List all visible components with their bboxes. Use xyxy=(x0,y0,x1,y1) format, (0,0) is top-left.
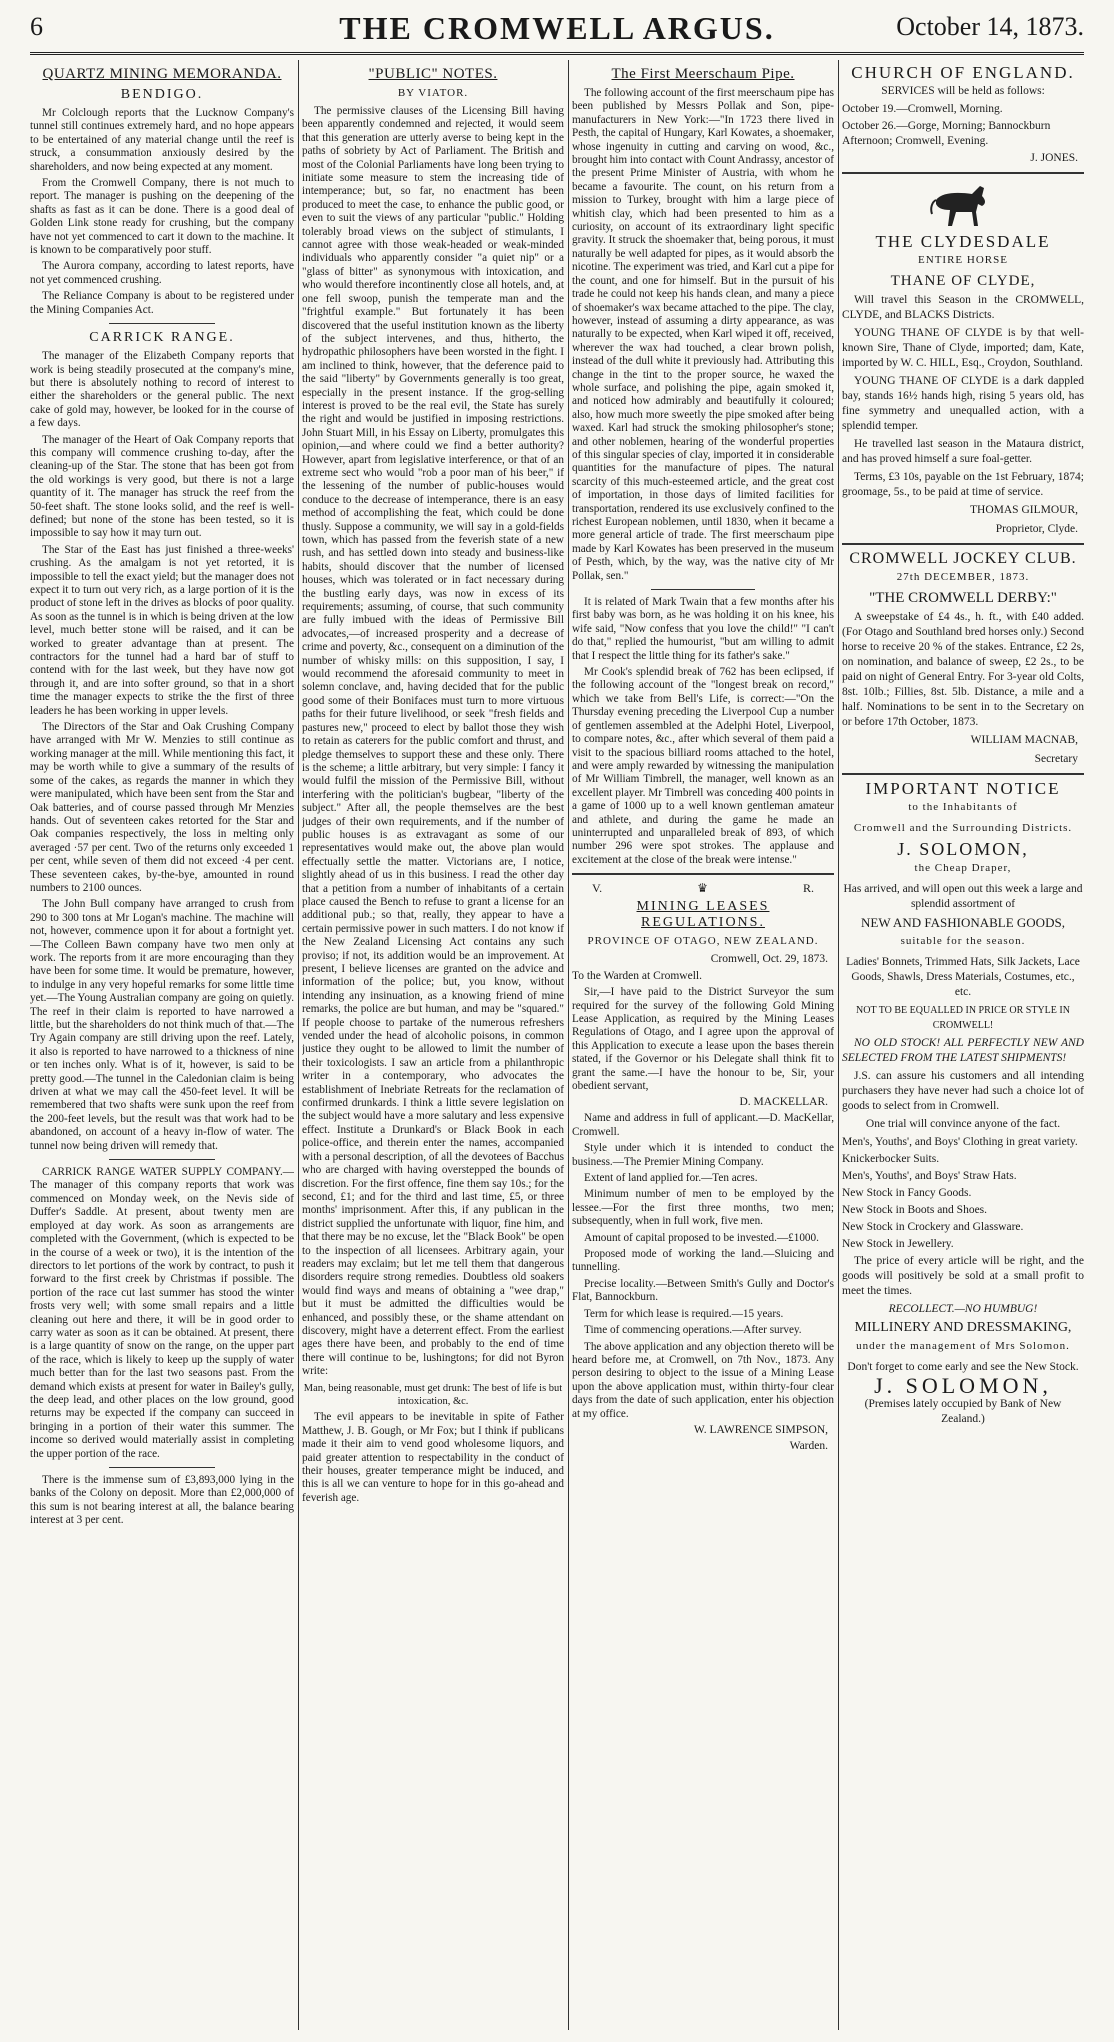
column-2 xyxy=(302,62,564,2028)
lease-item: Time of commencing operations.—After survey. xyxy=(584,1324,802,1337)
article-paragraph: The permissive clauses of the Licensing Bill having been apparently condemned and rejected, it would seem that this generation are utterly averse to being kept in the paths of sobriety by Act of Parliament. The British and most of the Colonial Parliaments have long been trying to initiate some measure to stem the increasing tide of intemperance; but, so far, no enactment has been produced to meet the case, to enhance the public good, or even to suit the views of any particular "public." Holding tolerably broad views on the subject of stimulants, I cannot agree with those weak-headed or weak-minded individuals who apparently consider "a quiet nip" or a "glass of bitter" as synonymous with intoxication, and who would therefore incontinently close all hotels, and, at one fell swoop, punish the temperate man and the "frightful example." But fortunately it has been discovered that the useful institution known as the liberty of the subject intervenes, and thus, hitherto, the hydropathic philosophers have been worsted in the fight. I am inclined to think, however, that the deference paid to the said "liberty" by Governments generally is too great, especially in the present instance. If the grog-selling interest is proved to be the real evil, the State has surely the right and would be justified in imposing restrictions. John Stuart Mill, in his Essay on Liberty, promulgates this opinion,—and where could we find a better authority? However, apart from legislative interference, or that of an extreme sect who would "rob a poor man of his beer," if the lessening of the number of public-houses would conduce to the decrease of intemperance, there is an easy method of accomplishing the feat, which could be done thusly. Suppose a community, we will say in a gold-fields town, which has passed from the feverish state of a new rush, and has settled down into steady and business-like habits, should discover that the number of licensed houses, which was tolerated or in fact necessary during the bustling early days, was now in excess of its requirements; assuming, of course, that such community are fully imbued with the ideas of Permissive Bill advocates,—of increased prosperity and a decrease of crime and poverty, &c., consequent on a diminution of the number of whisky mills: on this supposition, I say, I would recommend the aforesaid community to meet in solemn conclave, and, having decided that for the public good some of their Bonifaces must turn to more virtuous paths for their future livelihood, or seek "fresh fields and pastures new," proceed to elect by ballot those they wish to retain as caterers for the public comfort and thrust, and pledge themselves to support these and these only. There is the scheme; a little arbitrary, but very simple: I fancy it would fulfil the mission of the Permissive Bill, without interfering with the politician's bugbear, "liberty of the subject." After all, the people themselves are the best judges of their own requirements, and if the number of public houses is as extravagant as some of our representatives would make out, the above plan would effectually settle the matter. Victorians are, I notice, slightly ahead of us in this business. I read the other day that a petition from a number of inhabitants of a certain place caused the Bench to refuse to grant a license for an additional pub.; so that, really, they appear to have a certain permissive power in such matters. I do not know if the New Zealand Licensing Act contains any such proviso; if not, its addition would be an improvement. At present, I believe licenses are granted on the advice and information of the police; but, you know, without intending any insinuation, as a knowing friend of mine remarks, the police are but human, and may be "squared." If people choose to partake of the numerous refreshers vended under the head of alcoholic poisons, in common justice they ought to be allowed to limit the number of their toxicologists. I saw an article from a philanthropic writer in a contemporary, who advocates the establishment of Inebriate Retreats for the reclamation of confirmed drunkards. I think a little severe legislation on the subject would have a more salutary and less expensive effect. Institute a Drunkard's or Black Book in each police-office, and therein enter the names, accompanied with a personal description, of all the devotees of Bacchus who are charged with having overstepped the bounds of discretion. For the first offence, fine them say 10s.; for the second, £1; and for the third and last time, £5, or three months' imprisonment. After this, if any publican in the district supplied the unfortunate with liquor, fine him, and that there may be no excuse, let the "Black Book" be open to the inspection of all licensees. Arbitrary again, your readers may exclaim; but let me tell them that dangerous disorders require strong remedies. Doubtless old soakers would find ways and means of obtaining a "wee drap," but it must be admitted the difficulties would be enhanced, and possibly these, or the shame attendant on discovery, might have a deterrent effect. From the earliest ages there have been, and probably to the end of time there will continue to be, lushingtons; for did not Byron write: xyxy=(302,105,564,1378)
clothing-item: Men's, Youths', and Boys' Straw Hats. xyxy=(842,1170,1017,1182)
article-paragraph: The manager of the Heart of Oak Company reports that this company will commence crushing to-day, after the cleaning-up of the Star. The stone that has been got from the old workings is very good, but there is not a large quantity of it. The manager has struck the reef from the 50-feet shaft. The stone looks solid, and the reef is well-defined; but none of the stone has been tested, so it is impossible to say how it may turn out. xyxy=(30,433,294,540)
clothing-item: New Stock in Jewellery. xyxy=(842,1238,954,1250)
clothing-item: Men's, Youths', and Boys' Clothing in great variety. xyxy=(842,1136,1078,1148)
masthead xyxy=(30,8,1084,48)
church-signature: J. JONES. xyxy=(1030,152,1078,164)
jockey-signature: WILLIAM MACNAB, xyxy=(970,734,1078,746)
column-rule xyxy=(838,60,839,2030)
section-rule xyxy=(842,773,1084,775)
new-goods-line: NEW AND FASHIONABLE GOODS, xyxy=(861,915,1065,930)
column-3 xyxy=(572,62,834,2028)
one-trial-line: One trial will convince anyone of the fact. xyxy=(865,1118,1061,1130)
section-rule xyxy=(572,873,834,875)
bank-deposit-paragraph: There is the immense sum of £3,893,000 lying in the banks of the Colony on deposit. More than £2,000,000 of this sum is not bearing interest at all, the balance bearing interest at 3 per cent. xyxy=(30,1474,294,1527)
bendigo-subheading: BENDIGO. xyxy=(120,87,204,102)
byline: BY VIATOR. xyxy=(397,87,469,99)
article-paragraph: The manager of the Elizabeth Company reports that work is being steadily prosecuted at the company's mine, but there is absolutely nothing to record of interest to either the shareholders or the general public. The next cake of gold may, however, be looked for in the course of a few days. xyxy=(30,350,294,430)
addressee: To the Warden at Cromwell. xyxy=(572,970,702,983)
royal-cypher xyxy=(592,881,814,896)
clothing-item: Knickerbocker Suits. xyxy=(842,1153,940,1165)
divider xyxy=(109,1159,215,1160)
clothing-item: New Stock in Crockery and Glassware. xyxy=(842,1221,1024,1233)
article-paragraph: The following account of the first meerschaum pipe has been published by Messrs Pollak and Son, pipe-manufacturers in New York:—"In 1723 there lived in Pesth, the capital of Hungary, Karl Kowates, a shoemaker, whose ingenuity in cutting and carving on wood, &c., brought him into contact with Count Andrassy, ancestor of the present Prime Minister of Austria, with whom he became a favourite. The count, on his return from a mission to Turkey, brought with him a large piece of whitish clay, which had been presented to him as a curiosity, on account of its extraordinary light specific gravity. It struck the shoemaker that, being porous, it must naturally be well adapted for pipes, as it would absorb the nicotine. The experiment was tried, and Karl cut a pipe for the count, and one for himself. But in the pursuit of his trade he could not keep his hands clean, and many a piece of shoemaker's wax became attached to the pipe. The clay, however, instead of assuming a dirty appearance, as was naturally to be expected, when Karl wiped it off, received, wherever the wax had touched, a clear brown polish, instead of the dull white it previously had. Attributing this change in the tint to the proper source, he waxed the whole surface, and polishing the pipe, again smoked it, and noticed how admirably and beautifully it coloured; also, how much more sweetly the pipe smoked after being waxed. Karl had struck the smoking philosopher's stone; and other noblemen, hearing of the wonderful properties of this singular species of clay, imported it in considerable quantities for the manufacture of pipes. The natural scarcity of this much-esteemed article, and the great cost of importation, in those days of limited facilities for transportation, rendered its use exclusively confined to the richest European noblemen, until 1830, when it became a more general article of trade. The first meerschaum pipe made by Karl Kowates has been preserved in the museum of Pesth, which, by the way, was the native city of Mr Pollak, sen." xyxy=(572,87,834,582)
church-line: October 26.—Gorge, Morning; Bannockburn Afternoon; Cromwell, Evening. xyxy=(842,120,1051,147)
section-rule xyxy=(842,543,1084,545)
clydesdale-heading: THE CLYDESDALE xyxy=(875,232,1051,251)
thane-of-clyde: THANE OF CLYDE, xyxy=(890,273,1036,289)
clydesdale-para: He travelled last season in the Mataura district, and has proved himself a sure foal-getter. xyxy=(842,438,1084,465)
millinery-heading: MILLINERY AND DRESSMAKING, xyxy=(854,1320,1072,1335)
clothing-item: New Stock in Fancy Goods. xyxy=(842,1187,972,1199)
carrick-subheading: CARRICK RANGE. xyxy=(89,330,235,346)
lease-item: Name and address in full of applicant.—D. MacKellar, Cromwell. xyxy=(572,1112,834,1138)
article-paragraph: From the Cromwell Company, there is not much to report. The manager is pushing on the deepening of the shafts as fast as it can be done. There is a good deal of Golden Link stone ready for crushing, but the company have not yet commenced to cart it down to the machine. It is known to be comparatively poor stuff. xyxy=(30,177,294,257)
dateline: Cromwell, Oct. 29, 1873. xyxy=(710,953,828,966)
notice-sub-2: Cromwell and the Surrounding Districts. xyxy=(853,822,1073,834)
cypher-r: R. xyxy=(802,881,814,896)
column-4 xyxy=(842,62,1084,2028)
article-paragraph: Mr Cook's splendid break of 762 has been eclipsed, if the following account of the "longest break on record," which we take from Bell's Life, is correct:—"On the Thursday evening preceding the Liverpool Cup a number of gentlemen assembled at the Adelphi Hotel, Liverpool, to compare notes, &c., after which several of them paid a visit to the spacious billiard rooms attached to the hotel, and were amply rewarded by witnessing the manipulation of Mr William Timbrell, the manager, well known as an excellent player. Mr Timbrell was conceding 400 points in a game of 1000 up to a well known gentleman amateur and athlete, and during the game he made an uninterrupted and unparalleled break of 893, of which number 296 were spot strokes. The applause and excitement at the close of the break were intense." xyxy=(572,666,834,866)
crown-icon: ♛ xyxy=(697,881,708,896)
article-paragraph: The Aurora company, according to latest reports, have not yet commenced crushing. xyxy=(30,260,294,286)
lease-item: Minimum number of men to be employed by the lessee.—For the first three months, two men; subsequently, when in full work, five men. xyxy=(572,1188,834,1228)
lease-item: Amount of capital proposed to be invested.—£1000. xyxy=(584,1231,819,1244)
arrived-line: Has arrived, and will open out this week a large and splendid assortment of xyxy=(843,883,1083,910)
lease-item: Style under which it is intended to conduct the business.—The Premier Mining Company. xyxy=(572,1142,834,1168)
jockey-signature-2: Secretary xyxy=(1034,753,1078,765)
dont-forget-line: Don't forget to come early and see the New Stock. xyxy=(847,1361,1079,1373)
article-paragraph: The evil appears to be inevitable in spite of Father Matthew, J. B. Gough, or Mr Fox; but I think if publicans made it their aim to vend good wholesome liquors, and paid greater attention to respectability in the conduct of their houses, greater temperance might be induced, and this is all we can venture to hope for in this go-ahead and feverish age. xyxy=(302,1411,564,1504)
public-notes-heading: "PUBLIC" NOTES. xyxy=(368,66,498,82)
horse-icon xyxy=(928,180,998,228)
divider xyxy=(109,323,215,324)
divider xyxy=(109,1467,215,1468)
cypher-v: V. xyxy=(592,881,603,896)
divider xyxy=(651,589,756,590)
clydesdale-signature-2: Proprietor, Clyde. xyxy=(995,523,1078,535)
lease-item: Proposed mode of working the land.—Sluicing and tunnelling. xyxy=(572,1248,834,1274)
article-paragraph: The John Bull company have arranged to crush from 290 to 300 tons at Mr Logan's machine. The machine will not, however, commence upon it for about a fortnight yet. —The Colleen Bawn company have two men only at work. The reports from it are more encouraging than they have been for some time. It would be premature, however, to indulge in any very hopeful remarks for some little time yet.—The Young Australian company are going on quietly. The reef in their claim is reported to have narrowed a little, but the shareholders do not think much of that.—The Try Again company are still driving upon the reef. Lately, it also is reported to have narrowed to a thickness of nine or ten inches only. What is of it, however, is said to be pretty good.—The tunnel in the Caledonian claim is being driven at what we may call the 450-feet level. It will be remembered that two shafts were sunk upon the reef from the 200-feet levels, but the result was that work had to be abandoned, on account of a heavy in-flow of water. The tunnel now being driven will remedy that. xyxy=(30,898,294,1152)
lease-item: Term for which lease is required.—15 years. xyxy=(584,1307,784,1320)
clydesdale-para: Will travel this Season in the CROMWELL, CLYDE, and BLACKS Districts. xyxy=(842,294,1084,321)
quartz-heading: QUARTZ MINING MEMORANDA. xyxy=(42,66,282,82)
clothing-item: New Stock in Boots and Shoes. xyxy=(842,1204,988,1216)
recollect-line: RECOLLECT.—NO HUMBUG! xyxy=(888,1303,1038,1315)
derby-title: "THE CROMWELL DERBY:" xyxy=(869,590,1057,606)
ladies-goods: Ladies' Bonnets, Trimmed Hats, Silk Jackets, Lace Goods, Shawls, Dress Materials, Costumes, etc., etc. xyxy=(846,956,1080,998)
clydesdale-para: YOUNG THANE OF CLYDE is a dark dappled bay, stands 16½ hands high, rising 5 years old, has fine symmetry and unequalled action, with a splendid temper. xyxy=(842,375,1084,432)
column-1 xyxy=(30,62,294,2028)
lease-item: Extent of land applied for.—Ten acres. xyxy=(584,1172,758,1185)
warden-title: Warden. xyxy=(789,1439,828,1452)
church-line: SERVICES will be held as follows: xyxy=(881,85,1045,97)
management-line: under the management of Mrs Solomon. xyxy=(856,1340,1070,1352)
lease-item: The above application and any objection thereto will be heard before me, at Cromwell, on 7th Nov., 1873. Any person desiring to object to the issue of a Mining Lease upon the above application must, within thirty-four clear days from the date of such application, enter his objection at my office. xyxy=(572,1340,834,1420)
jockey-date: 27th DECEMBER, 1873. xyxy=(896,571,1030,583)
article-paragraph: It is related of Mark Twain that a few months after his first baby was born, as he was holding it on his knee, his wife said, "Now confess that you love the child!" "I can't do that," replied the humourist, "but am willing to admit that I respect the little thing for its father's sake." xyxy=(572,596,834,662)
page-number: 6 xyxy=(30,12,43,41)
church-heading: CHURCH OF ENGLAND. xyxy=(851,63,1075,82)
assure-line: J.S. can assure his customers and all intending purchasers they have never had such a choice lot of goods to select from in Cromwell. xyxy=(842,1070,1084,1112)
solomon-name-large: J. SOLOMON, xyxy=(874,1373,1052,1398)
premises-line: (Premises lately occupied by Bank of New Zealand.) xyxy=(864,1398,1062,1425)
water-supply-paragraph: CARRICK RANGE WATER SUPPLY COMPANY.—The manager of this company reports that work was commenced on Monday week, on the Nevis side of Duffer's Saddle. At present, about twenty men are employed at day work. As soon as arrangements are completed with the Government, (which is expected to be in the course of a week or two), it is the intention of the directors to let portions of the work by contract, to push it forward to the first creek by Christmas if possible. The portion of the race cut last summer has stood the winter frosts very well; with some small repairs and a little cleaning out here and there, it will be in good order to carry water as soon as it can be obtained. At present, there is a large quantity of snow on the range, on the upper part of the race, which is likely to keep up the supply of water much better than for the last two seasons past. From the demand which exists at present for water in Bailey's gully, the deep lead, and other places on the low ground, good returns may be expected if the company can succeed in bringing in a portion of their water this summer. The income so derived would materially assist in completing the upper portion of the race. xyxy=(30,1166,294,1460)
clydesdale-para: YOUNG THANE OF CLYDE is by that well-known Sire, Thane of Clyde, imported; dam, Kate, imported by W. C. HILL, Esq., Croydon, Southland. xyxy=(842,327,1084,369)
province-line: PROVINCE OF OTAGO, NEW ZEALAND. xyxy=(587,935,819,948)
poem-quote: Man, being reasonable, must get drunk: The best of life is but intoxication, &c. xyxy=(303,1382,563,1407)
clydesdale-para: Terms, £3 10s, payable on the 1st February, 1874; groomage, 5s., to be paid at time of service. xyxy=(842,471,1084,498)
section-rule xyxy=(842,172,1084,174)
notice-heading: IMPORTANT NOTICE xyxy=(865,779,1061,798)
article-paragraph: Mr Colclough reports that the Lucknow Company's tunnel still continues extremely hard, and no hope appears to be entertained of any material change until the reef is struck, a consummation anxiously desired by the shareholders, and now being expected at any moment. xyxy=(30,107,294,173)
notice-sub: to the Inhabitants of xyxy=(908,801,1018,813)
letter-body: Sir,—I have paid to the District Surveyor the sum required for the survey of the following Gold Mining Lease Application, as required by the Mining Leases Regulations of Otago, and I agree upon the approval of this Application to execute a lease upon the bases therein stated, if the Governor or his Delegate shall think fit to grant the same.—I have the honour to be, Sir, your obedient servant, xyxy=(572,986,834,1092)
suitable-line: suitable for the season. xyxy=(900,935,1026,947)
signer: D. MACKELLAR. xyxy=(739,1096,828,1109)
lease-item: Precise locality.—Between Smith's Gully and Doctor's Flat, Bannockburn. xyxy=(572,1277,834,1304)
old-stock-line: NO OLD STOCK! ALL PERFECTLY NEW AND SELECTED FROM THE LATEST SHIPMENTS! xyxy=(842,1037,1084,1064)
church-line: October 19.—Cromwell, Morning. xyxy=(842,103,1003,115)
draper-line: the Cheap Draper, xyxy=(914,862,1012,874)
not-equalled: NOT TO BE EQUALLED IN PRICE OR STYLE IN CROMWELL! xyxy=(856,1005,1070,1031)
column-rule xyxy=(298,60,299,2030)
article-paragraph: The Reliance Company is about to be registered under the Mining Companies Act. xyxy=(30,290,294,316)
jockey-club-heading: CROMWELL JOCKEY CLUB. xyxy=(849,550,1077,567)
meerschaum-heading: The First Meerschaum Pipe. xyxy=(611,66,795,82)
warden-name: W. LAWRENCE SIMPSON, xyxy=(693,1423,828,1436)
solomon-name: J. SOLOMON, xyxy=(897,839,1029,859)
derby-para: A sweepstake of £4 4s., h. ft., with £40 added. (For Otago and Southland bred horses only.) Second horse to receive 20 % of the stakes. Entrance, £2 2s, on nomination, and balance of sweep, £2 2s., to be paid on night of General Entry. For 3-year old Colts, 8st. 10lb.; Fillies, 8st. 5lb. Distance, a mile and a half. Nominations to be sent in to the Secretary on or before 17th October, 1873. xyxy=(842,611,1084,728)
issue-date: October 14, 1873. xyxy=(896,12,1084,41)
masthead-rule xyxy=(30,52,1084,55)
article-paragraph: The Directors of the Star and Oak Crushing Company have arranged with Mr W. Menzies to still continue as working manager at the mill. While mentioning this fact, it may be worth while to give a summary of the results of some of the cakes, as regards the manner in which they were manipulated, which have been sent from the Star and Oak batteries, and of course passed through Mr Menzies hands. Out of seventeen cakes retorted for the Star and Oak companies respectively, the loss in melting only averaged ·57 per cent. Two of the returns only exceeded 1 per cent, while seven of them did not exceed ·4 per cent. These seventeen cakes, by-the-bye, amounted in round numbers to 2100 ounces. xyxy=(30,721,294,894)
price-para: The price of every article will be right, and the goods will positively be sold at a small profit to meet the times. xyxy=(842,1255,1084,1297)
clydesdale-signature: THOMAS GILMOUR, xyxy=(970,504,1078,516)
clydesdale-sub: ENTIRE HORSE xyxy=(918,254,1008,266)
article-paragraph: The Star of the East has just finished a three-weeks' crushing. As the amalgam is not yet retorted, it is impossible to tell the exact yield; but the manager does not expect it to turn out very rich, as a large portion of it is the product of stone left in the drives as blocks of poor quality. As soon as the tunnel is in which is being driven at the low level, much better stone will be raised, and it can be worked to greater advantage than at present. The contractors for the tunnel had a hard bar of stuff to contend with for the last week, but they have now got through it, and are into softer ground, so that in a short time the manager expects to strike the the first of three leaders he has been working in upper levels. xyxy=(30,543,294,717)
mining-leases-heading: MINING LEASES REGULATIONS. xyxy=(636,899,770,931)
newspaper-title: THE CROMWELL ARGUS. xyxy=(339,10,775,46)
column-rule xyxy=(568,60,569,2030)
